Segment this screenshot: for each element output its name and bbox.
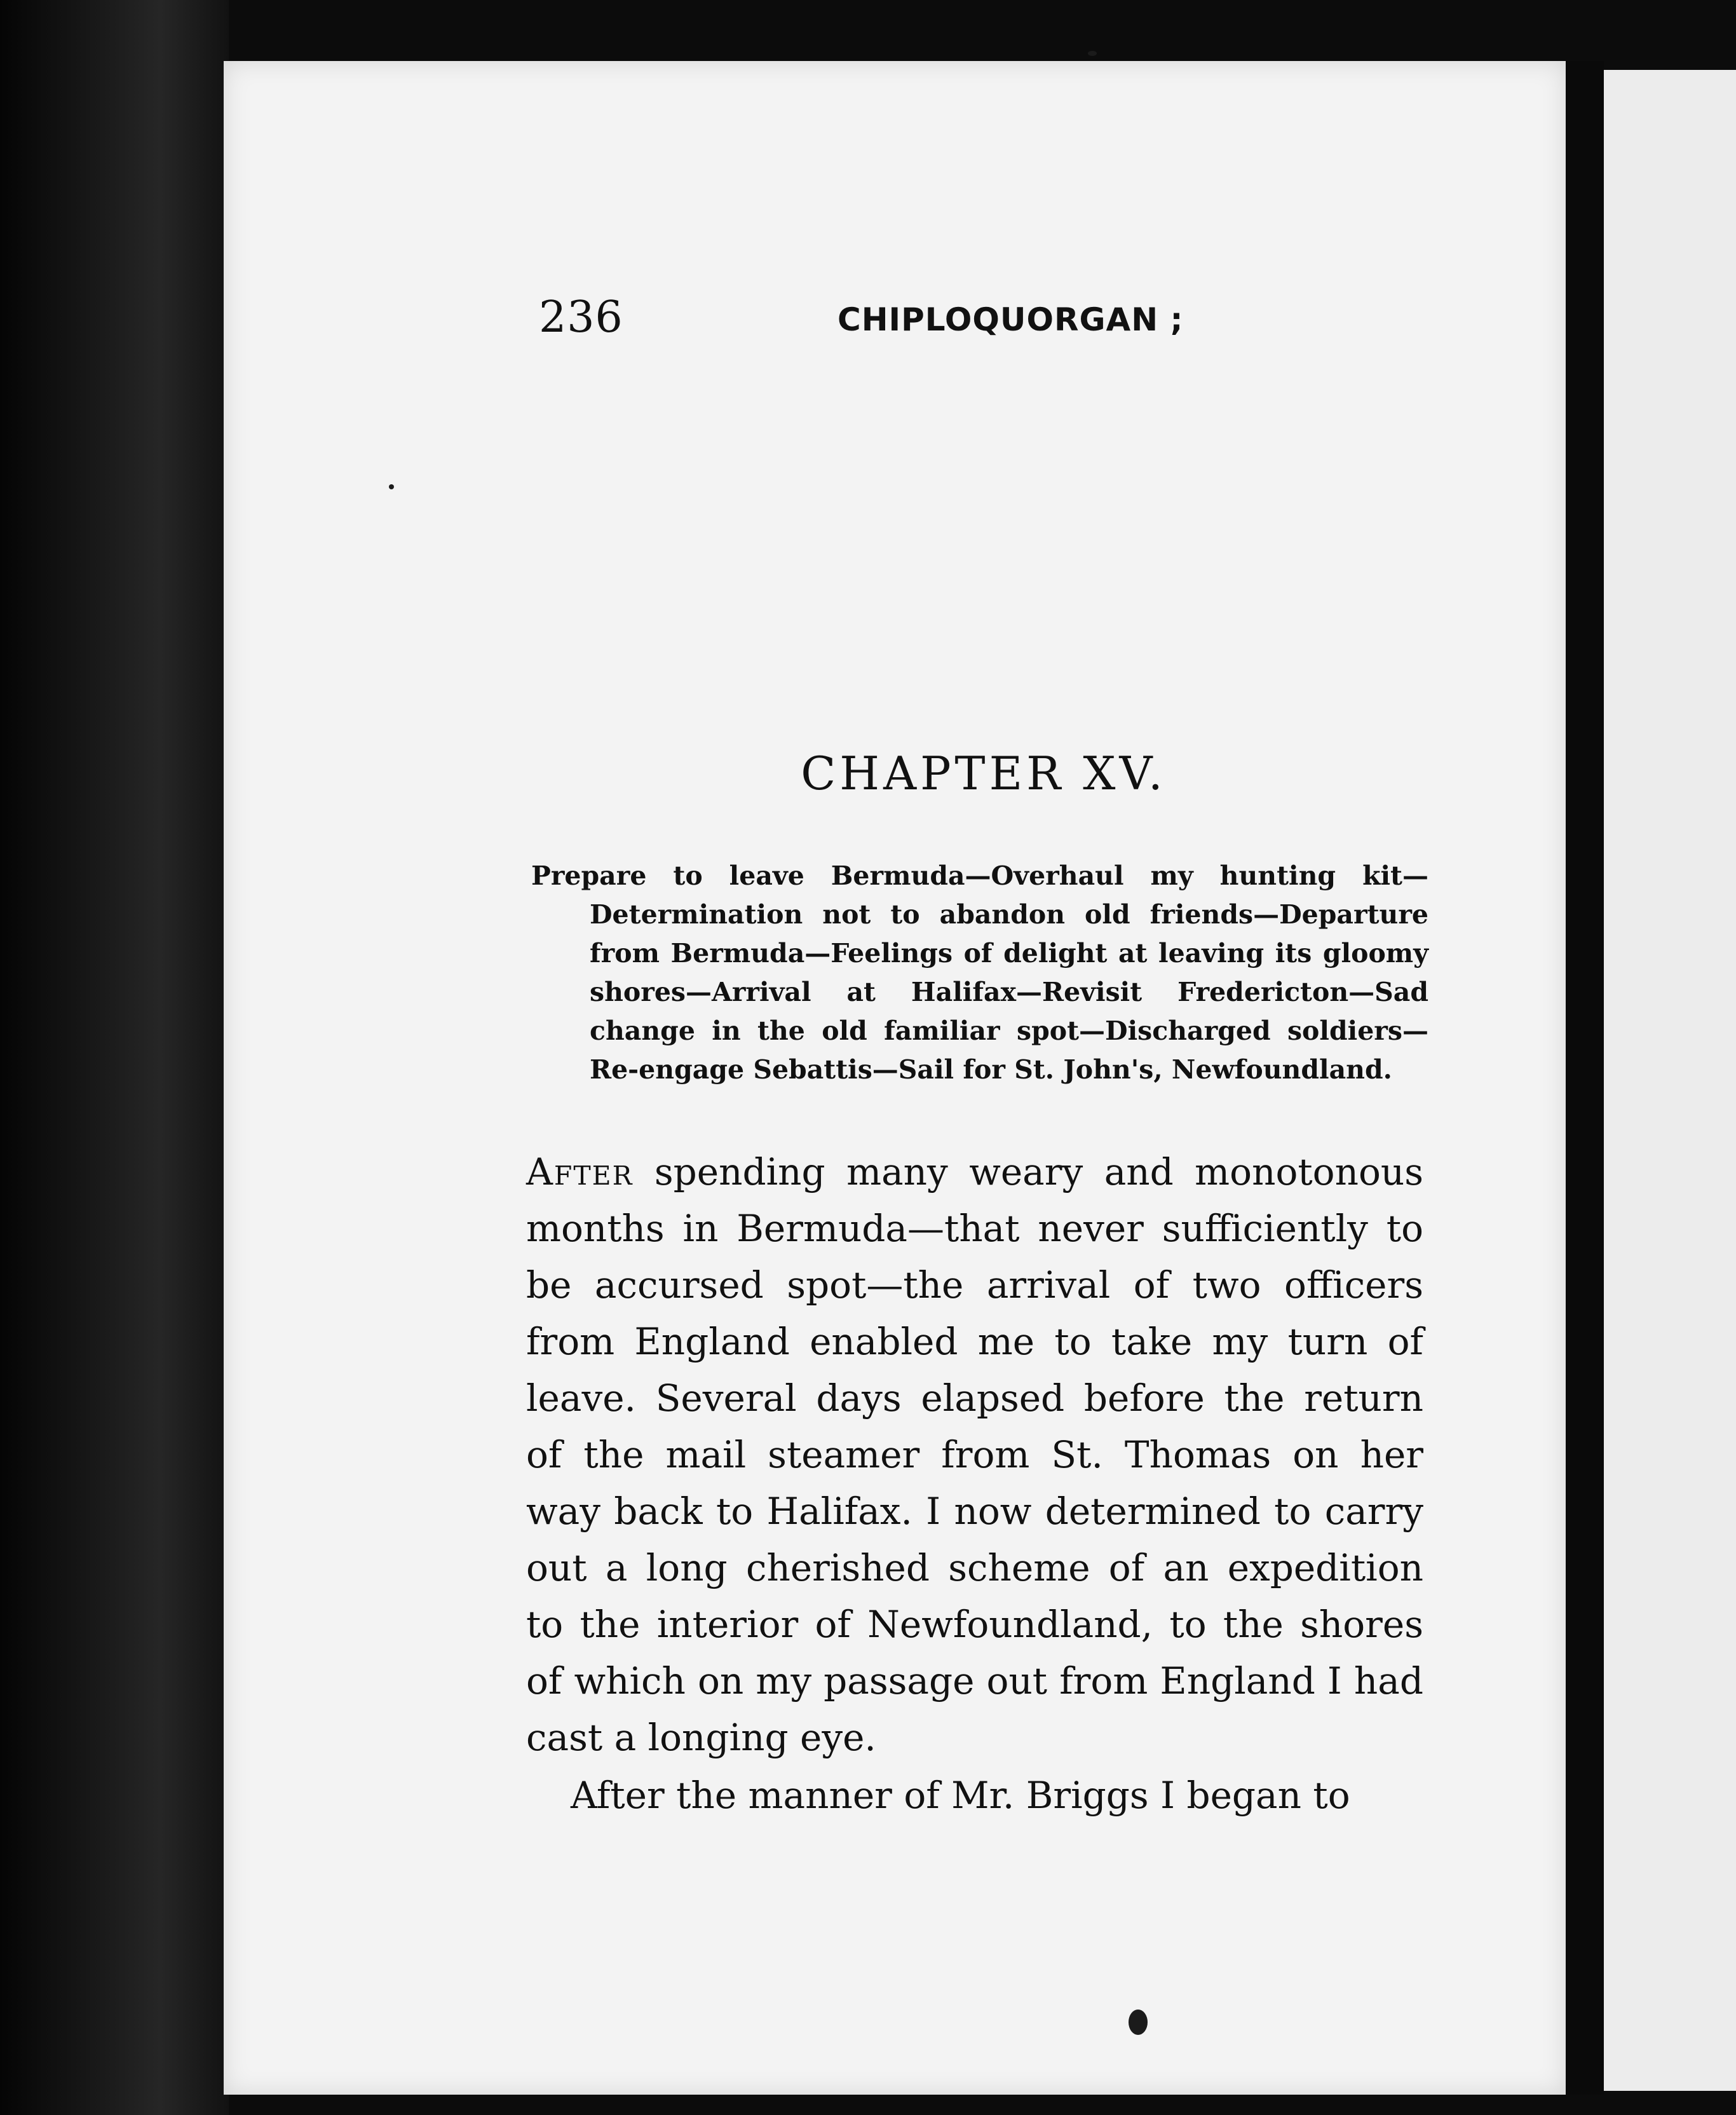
ink-speck — [1129, 2010, 1148, 2035]
chapter-title: CHAPTER XV. — [801, 747, 1167, 800]
page-number: 236 — [539, 292, 623, 343]
synopsis-text: Prepare to leave Bermuda—Overhaul my hunting kit—Determination not to abandon old friends—Departure from Bermuda—Feelings of delight at leaving its gloomy shores—Arrival at Halifax—Revisit Fredericton—Sad change in the old familiar spot—Discharged soldiers—Re-engage Sebattis—Sail for St. John's, Newfoundland. — [531, 860, 1428, 1085]
body-text — [526, 1144, 1423, 1824]
paragraph-1 — [526, 1144, 1423, 1766]
left-dark-margin — [0, 0, 229, 2115]
ink-speck — [1088, 51, 1097, 56]
paragraph-2: After the manner of Mr. Briggs I began to — [571, 1774, 1350, 1817]
adjacent-page-edge — [1604, 70, 1736, 2091]
ink-speck — [389, 484, 394, 489]
running-head: CHIPLOQUORGAN ; — [837, 301, 1184, 338]
paragraph-1-text: spending many weary and monotonous months in Bermuda—that never sufficiently to be accursed spot—the arrival of two officers from England enabled me to take my turn of leave. Several days elapsed before the return of the mail steamer from St. Thomas on her way back to Halifax. I now determined to carry out a long cherished scheme of an expedition to the interior of Newfoundland, to the shores of which on my passage out from England I had cast a longing eye. — [526, 1150, 1423, 1759]
page-header — [539, 292, 1428, 350]
lead-word: After — [526, 1150, 634, 1194]
page-gutter — [1566, 61, 1604, 2095]
chapter-synopsis — [531, 857, 1428, 1089]
